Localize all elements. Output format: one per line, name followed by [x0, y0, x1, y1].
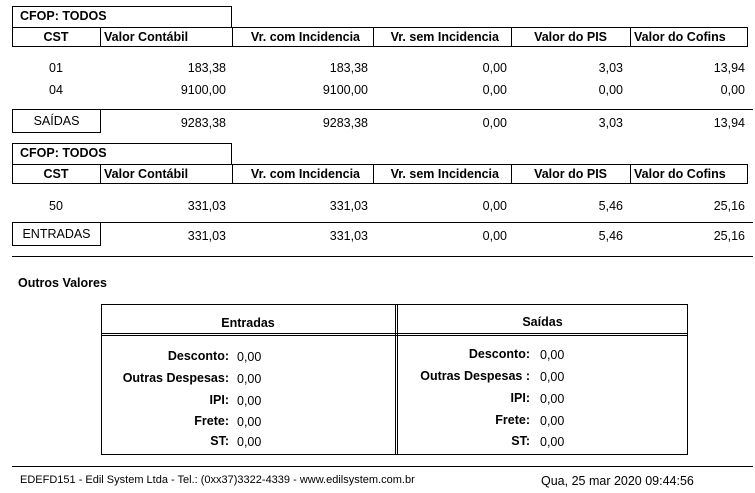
total-vr-sem-incidencia: 0,00 — [482, 116, 507, 130]
col-header-cst: CST — [43, 167, 69, 181]
entradas-ipi-value: 0,00 — [237, 394, 262, 408]
cfop-label: CFOP: TODOS — [20, 9, 107, 23]
entradas-outras-despesas-label: Outras Despesas: — [122, 371, 229, 385]
cfop-label: CFOP: TODOS — [20, 146, 107, 160]
entradas-st-value: 0,00 — [237, 435, 262, 449]
total-vr-sem-incidencia: 0,00 — [482, 229, 507, 243]
total-valor-pis: 5,46 — [598, 229, 623, 243]
cell-valor-cofins: 25,16 — [713, 199, 745, 213]
outros-valores-title: Outros Valores — [18, 276, 107, 290]
col-header-valor-contabil: Valor Contábil — [104, 30, 189, 44]
col-header-valor-cofins: Valor do Cofins — [634, 30, 726, 44]
col-header-vr-sem-incidencia: Vr. sem Incidencia — [390, 30, 499, 44]
saidas-ipi-value: 0,00 — [540, 392, 565, 406]
cell-vr-sem-incidencia: 0,00 — [482, 83, 507, 97]
cell-valor-pis: 0,00 — [598, 83, 623, 97]
col-header-valor-cofins: Valor do Cofins — [634, 167, 726, 181]
total-valor-contabil: 9283,38 — [180, 116, 226, 130]
saidas-st-label: ST: — [511, 434, 530, 448]
total-valor-contabil: 331,03 — [187, 229, 226, 243]
entradas-st-label: ST: — [210, 434, 229, 448]
saidas-outras-despesas-value: 0,00 — [540, 370, 565, 384]
cell-vr-com-incidencia: 183,38 — [329, 61, 368, 75]
cell-vr-sem-incidencia: 0,00 — [482, 61, 507, 75]
entradas-desconto-value: 0,00 — [237, 350, 262, 364]
cell-cst: 50 — [49, 199, 63, 213]
cell-vr-com-incidencia: 331,03 — [329, 199, 368, 213]
cell-valor-contabil: 183,38 — [187, 61, 226, 75]
saidas-header: Saídas — [522, 315, 563, 329]
cell-valor-contabil: 9100,00 — [180, 83, 226, 97]
col-header-vr-sem-incidencia: Vr. sem Incidencia — [390, 167, 499, 181]
entradas-desconto-label: Desconto: — [167, 349, 229, 363]
cell-valor-contabil: 331,03 — [187, 199, 226, 213]
saidas-frete-value: 0,00 — [540, 414, 565, 428]
col-header-valor-pis: Valor do PIS — [534, 30, 607, 44]
footer-company-info: EDEFD151 - Edil System Ltda - Tel.: (0xx37)3322-4339 - www.edilsystem.com.br — [20, 474, 415, 486]
total-label: SAÍDAS — [33, 114, 80, 128]
entradas-outras-despesas-value: 0,00 — [237, 372, 262, 386]
col-header-vr-com-incidencia: Vr. com Incidencia — [250, 167, 360, 181]
col-header-vr-com-incidencia: Vr. com Incidencia — [250, 30, 360, 44]
cell-valor-cofins: 13,94 — [713, 61, 745, 75]
total-label: ENTRADAS — [22, 227, 91, 241]
cell-valor-cofins: 0,00 — [720, 83, 745, 97]
cell-vr-sem-incidencia: 0,00 — [482, 199, 507, 213]
saidas-ipi-label: IPI: — [510, 391, 530, 405]
saidas-st-value: 0,00 — [540, 435, 565, 449]
col-header-valor-pis: Valor do PIS — [534, 167, 607, 181]
cell-valor-pis: 5,46 — [598, 199, 623, 213]
entradas-ipi-label: IPI: — [209, 393, 229, 407]
saidas-desconto-value: 0,00 — [540, 348, 565, 362]
saidas-outras-despesas-label: Outras Despesas : — [420, 369, 530, 383]
col-header-cst: CST — [43, 30, 69, 44]
saidas-desconto-label: Desconto: — [468, 347, 530, 361]
footer-divider — [12, 466, 753, 467]
total-valor-cofins: 13,94 — [713, 116, 745, 130]
total-valor-cofins: 25,16 — [713, 229, 745, 243]
cell-cst: 04 — [49, 83, 63, 97]
col-header-valor-contabil: Valor Contábil — [104, 167, 189, 181]
total-valor-pis: 3,03 — [598, 116, 623, 130]
saidas-frete-label: Frete: — [495, 413, 530, 427]
cell-cst: 01 — [49, 61, 63, 75]
footer-timestamp: Qua, 25 mar 2020 09:44:56 — [541, 474, 694, 488]
entradas-frete-label: Frete: — [194, 414, 229, 428]
total-vr-com-incidencia: 331,03 — [329, 229, 368, 243]
entradas-header: Entradas — [221, 316, 275, 330]
cell-valor-pis: 3,03 — [598, 61, 623, 75]
total-vr-com-incidencia: 9283,38 — [322, 116, 368, 130]
cell-vr-com-incidencia: 9100,00 — [322, 83, 368, 97]
entradas-frete-value: 0,00 — [237, 415, 262, 429]
